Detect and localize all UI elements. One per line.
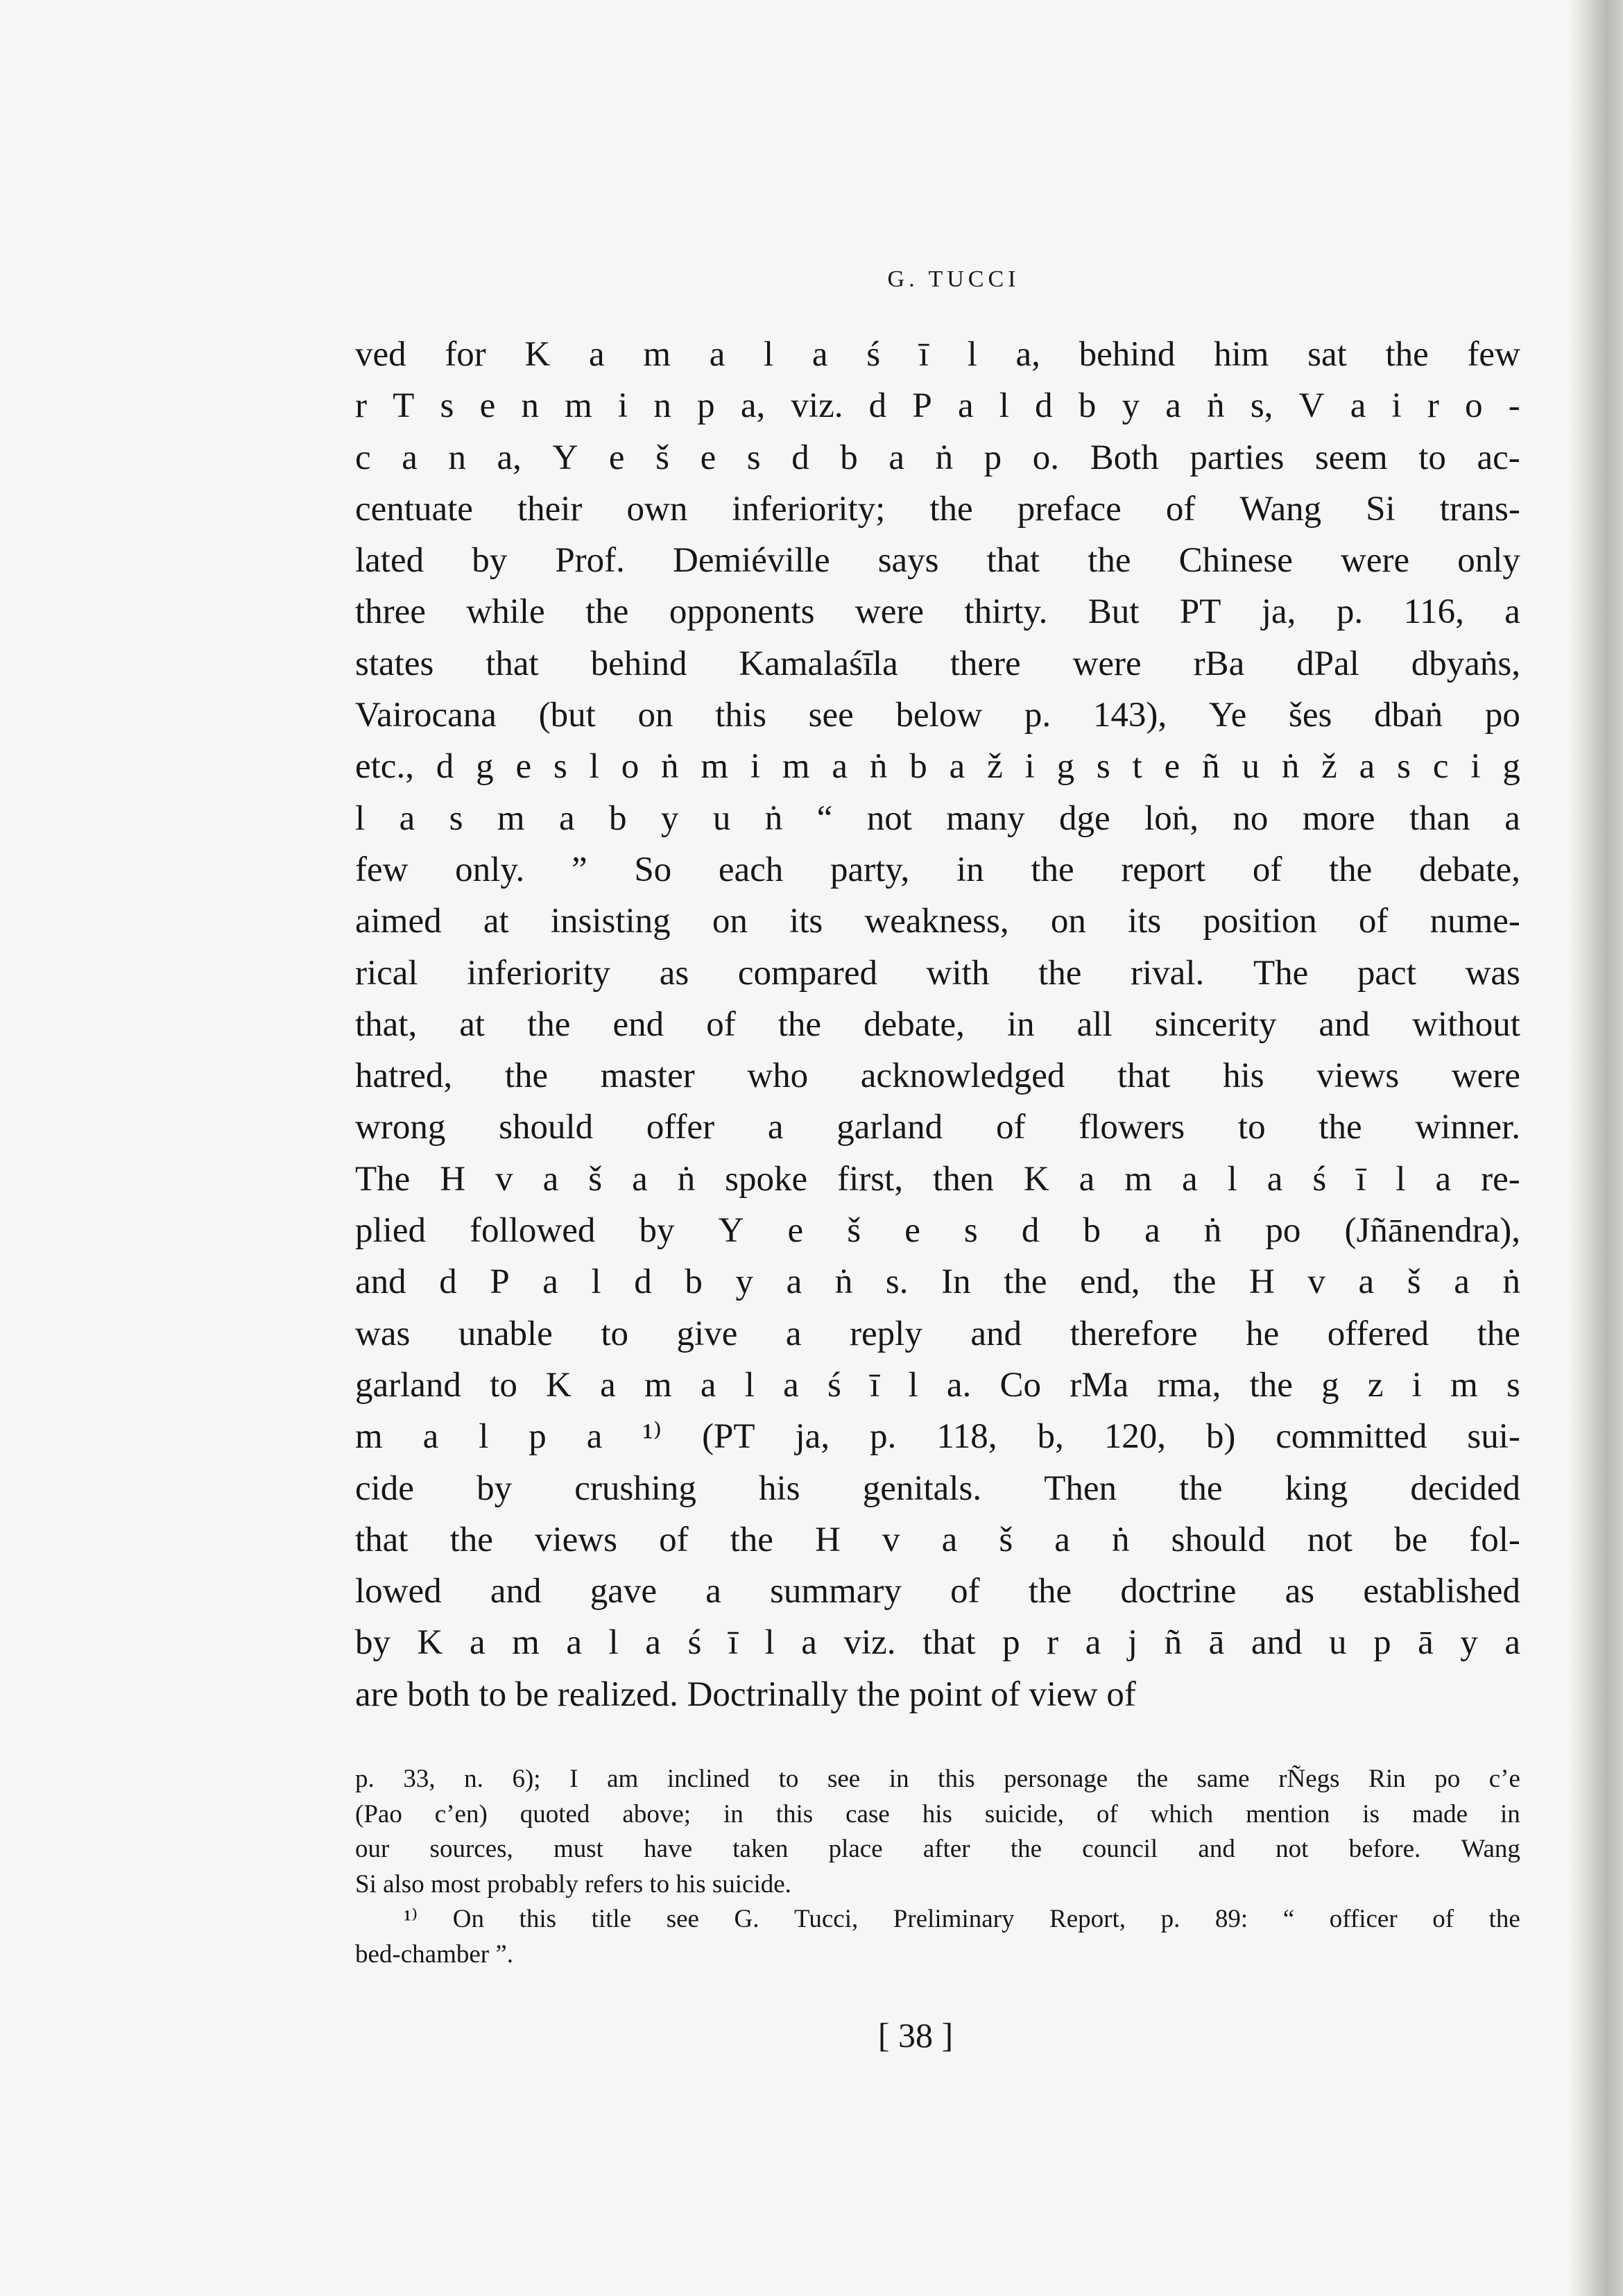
body-line: are both to be realized. Doctrinally the point of view of [355,1674,1136,1714]
body-line: was unable to give a reply and therefore he offered the [355,1314,1520,1353]
body-line: and d P a l d b y a ṅ s. In the end, the H v a š a ṅ [355,1262,1520,1302]
body-line: garland to K a m a l a ś ī l a. Co rMa rma, the g z i m s [355,1365,1520,1405]
body-line: that, at the end of the debate, in all sincerity and without [355,1004,1520,1044]
body-line: l a s m a b y u ṅ “ not many dge loṅ, no more than a [355,798,1520,838]
body-line: by K a m a l a ś ī l a viz. that p r a j ñ ā and u p ā y a [355,1623,1520,1663]
page-number [0,2015,1623,2055]
body-line: The H v a š a ṅ spoke first, then K a m a l a ś ī l a re- [355,1159,1520,1199]
running-head-text: G. TUCCI [887,266,1020,292]
body-line: ved for K a m a l a ś ī l a, behind him sat the few [355,335,1520,374]
body-line: Vairocana (but on this see below p. 143), Ye šes dbaṅ po [355,696,1520,735]
body-line: states that behind Kamalaśīla there were rBa dPal dbyaṅs, [355,644,1520,683]
body-line: centuate their own inferiority; the preface of Wang Si trans- [355,489,1520,529]
body-line: cide by crushing his genitals. Then the king decided [355,1468,1520,1508]
body-line: plied followed by Y e š e s d b a ṅ po (Jñānendra), [355,1211,1520,1251]
body-line: r T s e n m i n p a, viz. d P a l d b y a ṅ s, V a i r o - [355,386,1520,426]
body-line: three while the opponents were thirty. But PT ja, p. 116, a [355,592,1520,632]
body-line: hatred, the master who acknowledged that his views were [355,1056,1520,1096]
footnote-line: our sources, must have taken place after the council and not before. Wang [355,1835,1520,1863]
footnote-line: bed-chamber ”. [355,1939,514,1969]
body-line: that the views of the H v a š a ṅ should not be fol- [355,1520,1520,1559]
body-line: m a l p a ¹⁾ (PT ja, p. 118, b, 120, b) committed sui- [355,1417,1520,1457]
footnote-line: p. 33, n. 6); I am inclined to see in this personage the same rÑegs Rin po c’e [355,1765,1520,1793]
body-line: few only. ” So each party, in the report of the debate, [355,850,1520,889]
footnotes [355,1762,1520,1972]
footnote-line: (Pao c’en) quoted above; in this case his suicide, of which mention is made in [355,1799,1520,1828]
body-line: rical inferiority as compared with the rival. The pact was [355,953,1520,993]
body-line: lated by Prof. Demiéville says that the Chinese were only [355,541,1520,581]
scanned-page-edge [1569,0,1623,2296]
body-text [355,329,1520,1720]
body-line: wrong should offer a garland of flowers to the winner. [355,1108,1520,1147]
running-head [0,266,1623,293]
page-number-text: [ 38 ] [877,2016,954,2055]
body-line: lowed and gave a summary of the doctrine as established [355,1572,1520,1611]
footnote-line: ¹⁾ On this title see G. Tucci, Preliminary Report, p. 89: “ officer of the [404,1905,1520,1933]
footnote-line: Si also most probably refers to his suicide. [355,1869,791,1899]
body-line: c a n a, Y e š e s d b a ṅ p o. Both parties seem to ac- [355,438,1520,477]
body-line: aimed at insisting on its weakness, on its position of nume- [355,902,1520,941]
body-line: etc., d g e s l o ṅ m i m a ṅ b a ž i g s t e ñ u ṅ ž a s c i g [355,747,1520,787]
